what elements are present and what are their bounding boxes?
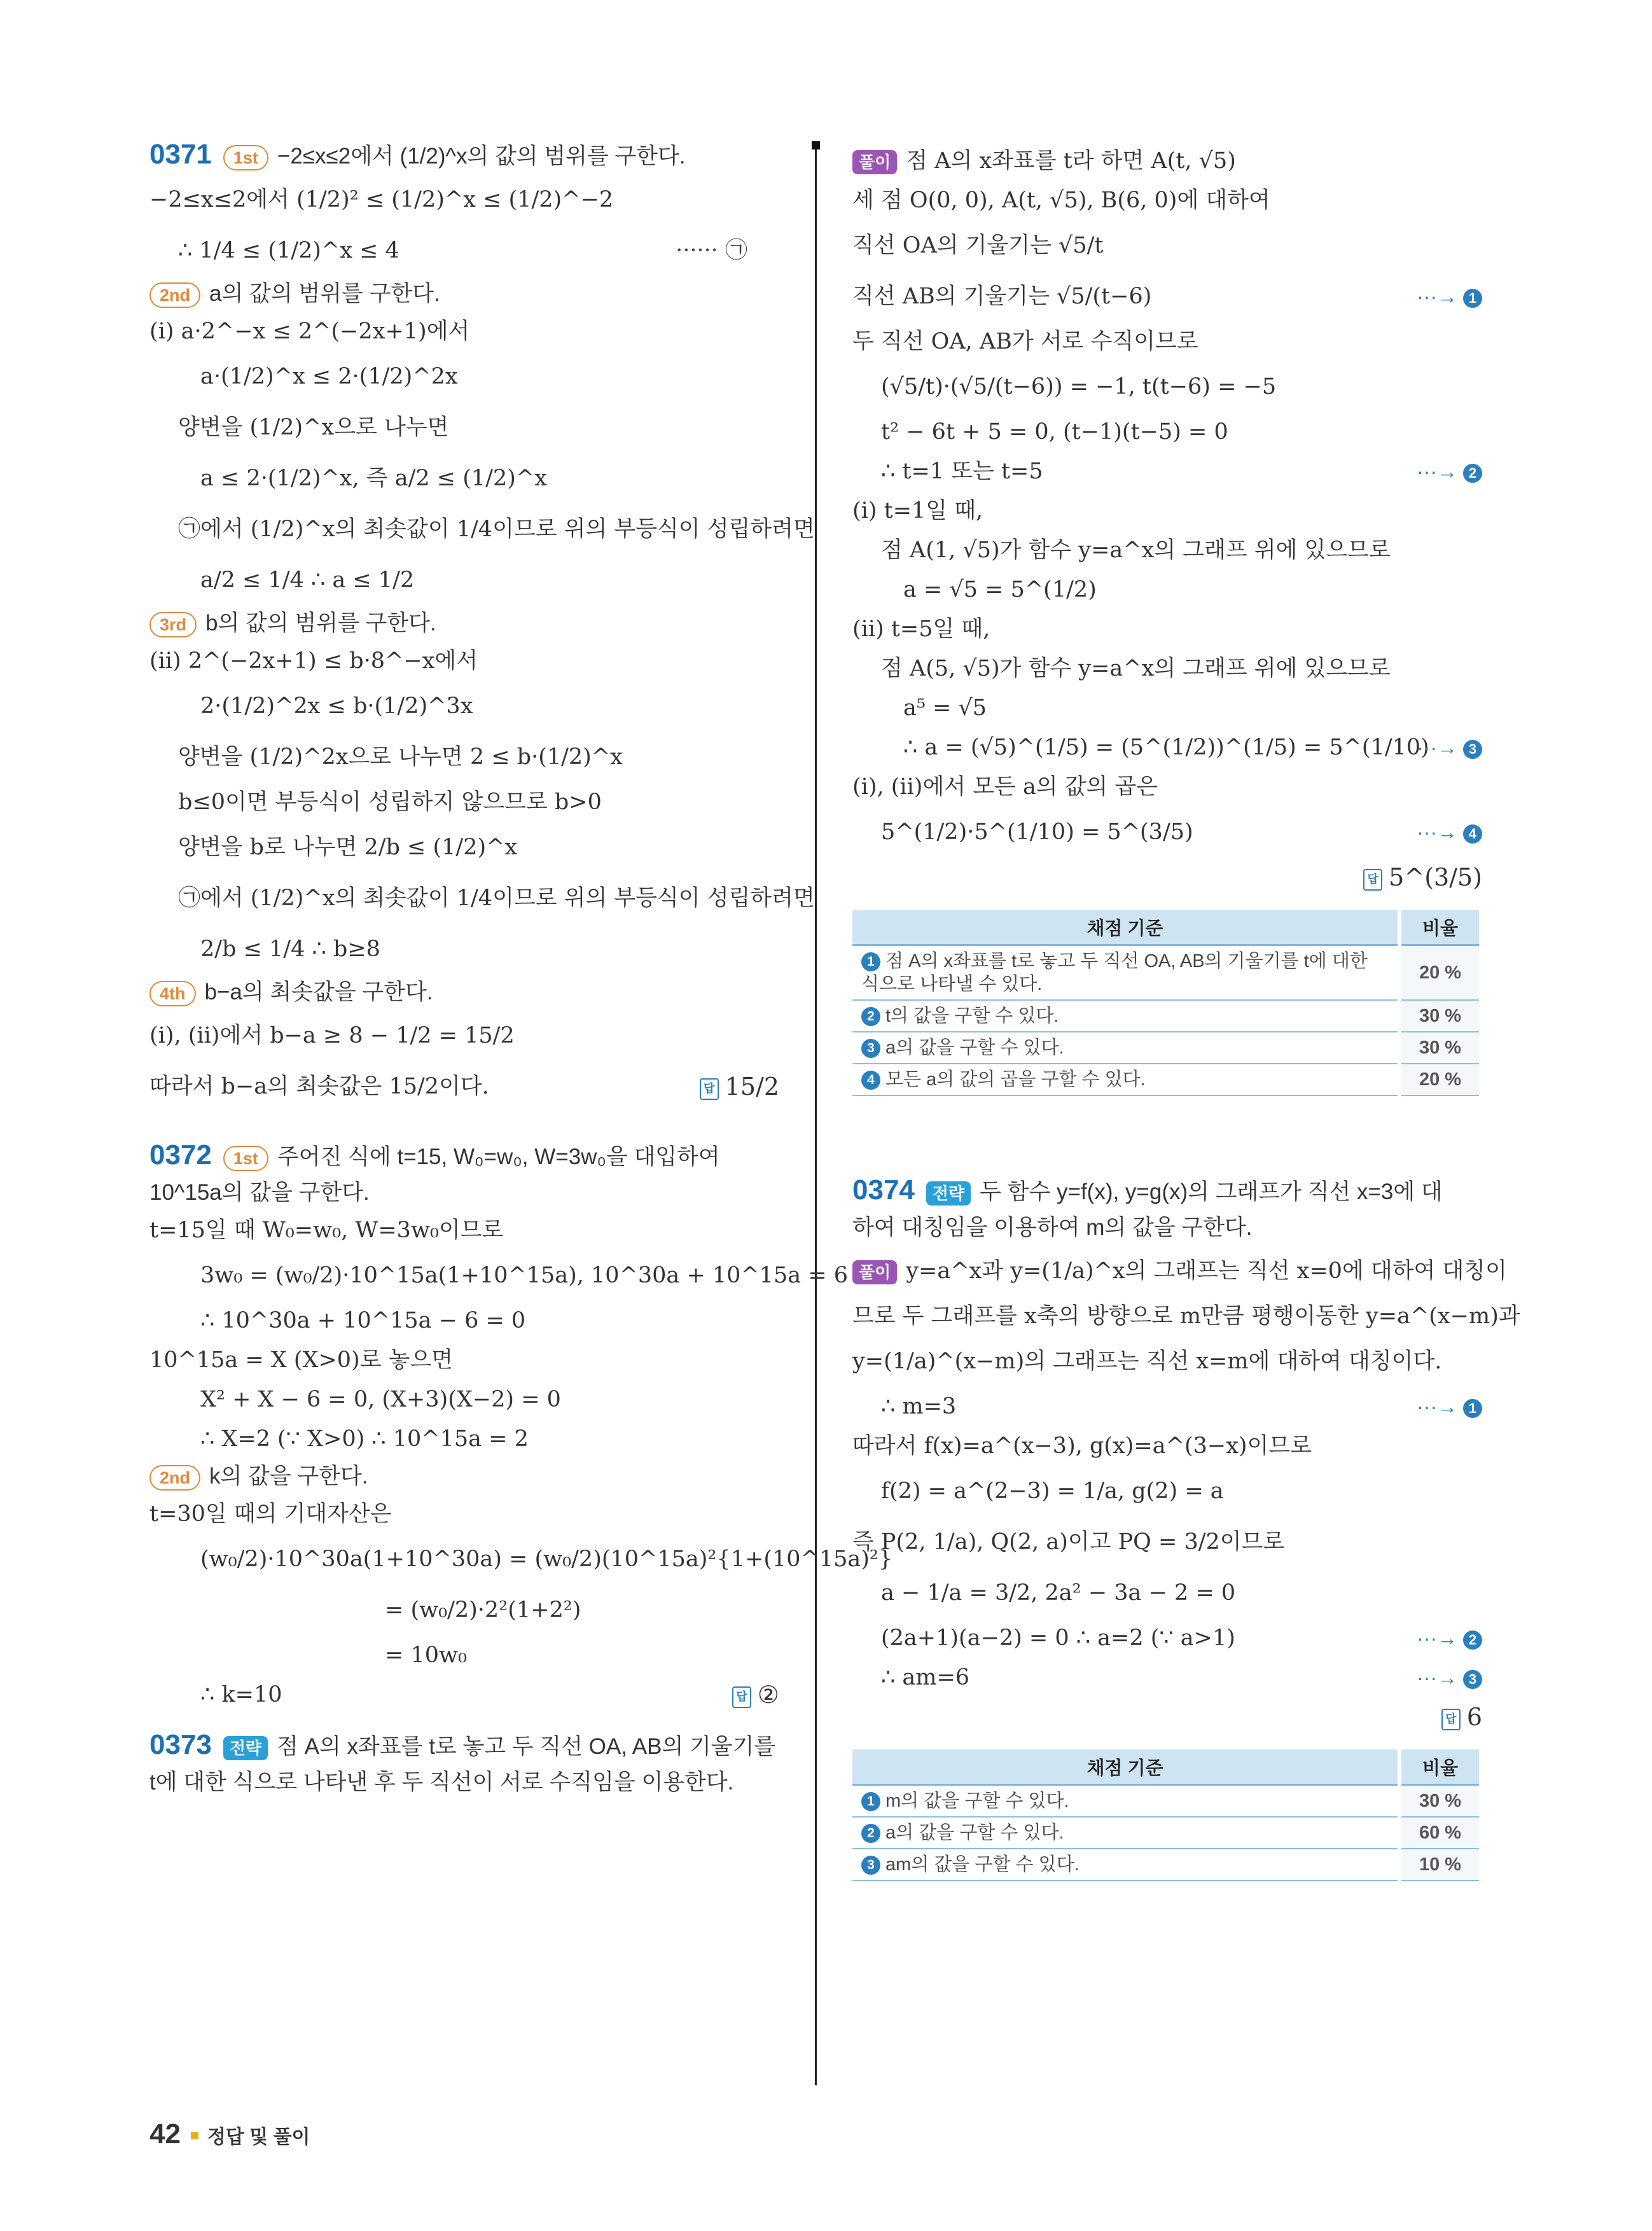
solution-line: a = √5 = 5^(1/2) (903, 577, 1097, 602)
step-header (149, 276, 779, 312)
table-row: 2 t의 값을 구할 수 있다. 30 % (852, 1000, 1479, 1032)
scoring-marker: ···→ 1 (1417, 1387, 1482, 1426)
solution-line: b≤0이면 부등식이 성립하지 않으므로 b>0 (178, 789, 602, 815)
table-row: 1 점 A의 x좌표를 t로 놓고 두 직선 OA, AB의 기울기를 t에 대한 식으로 나타낼 수 있다. 20 % (852, 945, 1479, 1001)
strategy-text: 점 A의 x좌표를 t로 놓고 두 직선 OA, AB의 기울기를 (277, 1734, 776, 1759)
solution-line: t=15일 때 W₀=w₀, W=3w₀이므로 (149, 1218, 504, 1243)
solution-text: ∴ am=6 (881, 1665, 970, 1690)
equation-label: ······ ㉠ (676, 238, 747, 263)
answer-value: 6 (1466, 1703, 1482, 1731)
criteria-text: 모든 a의 값의 곱을 구할 수 있다. (885, 1069, 1146, 1090)
answer-value: ② (757, 1681, 779, 1709)
ratio-value: 30 % (1399, 1000, 1479, 1032)
solution-tag: 풀이 (852, 1260, 897, 1284)
solution-line: = 10w₀ (385, 1643, 467, 1668)
solution-text: 점 A의 x좌표를 t라 하면 A(t, √5) (906, 148, 1236, 174)
solution-line (149, 225, 779, 276)
solution-line (149, 1061, 779, 1112)
ratio-header: 비율 (1399, 1749, 1479, 1785)
scoring-marker: ···→ 3 (1417, 728, 1482, 767)
page-footer (149, 2118, 310, 2150)
solution-line: t² − 6t + 5 = 0, (t−1)(t−5) = 0 (881, 419, 1228, 445)
solution-line: 따라서 f(x)=a^(x−3), g(x)=a^(3−x)이므로 (852, 1433, 1312, 1459)
ratio-value: 20 % (1399, 1064, 1479, 1095)
problem-number: 0372 (149, 1139, 212, 1171)
table-row: 4 모든 a의 값의 곱을 구할 수 있다. 20 % (852, 1064, 1479, 1095)
solution-line (149, 1675, 779, 1714)
solution-line: 직선 OA의 기울기는 √5/t (852, 233, 1104, 258)
criteria-text: m의 값을 구할 수 있다. (885, 1791, 1069, 1811)
solution-line (852, 807, 1482, 858)
criteria-text: t의 값을 구할 수 있다. (885, 1006, 1059, 1026)
step-badge: 1st (223, 145, 268, 170)
problem-number: 0374 (852, 1174, 915, 1206)
solution-line: −2≤x≤2에서 (1/2)² ≤ (1/2)^x ≤ (1/2)^−2 (149, 187, 614, 212)
solution-line (852, 1658, 1482, 1697)
solution-line: a/2 ≤ 1/4 ∴ a ≤ 1/2 (200, 567, 415, 593)
solution-text: ∴ 1/4 ≤ (1/2)^x ≤ 4 (178, 238, 399, 263)
ratio-value: 20 % (1399, 945, 1479, 1001)
solution-line: 10^15a = X (X>0)로 놓으면 (149, 1347, 454, 1373)
solution-line: (ⅰ) t=1일 때, (852, 498, 983, 524)
solution-line: 양변을 (1/2)^x으로 나누면 (178, 415, 449, 440)
scoring-marker: ···→ 2 (1417, 1618, 1482, 1658)
strategy-text-cont: t에 대한 식으로 나타낸 후 두 직선이 서로 수직임을 이용한다. (149, 1770, 734, 1795)
problem-0374-header (852, 1172, 1482, 1210)
step-header (149, 606, 779, 641)
solution-line (852, 1246, 1507, 1296)
scoring-marker: ···→ 4 (1417, 807, 1482, 858)
step-title: b의 값의 범위를 구한다. (205, 611, 436, 636)
step-badge: 1st (223, 1146, 268, 1171)
solution-line: ∴ X=2 (∵ X>0) ∴ 10^15a = 2 (200, 1426, 529, 1452)
scoring-marker: ···→ 2 (1417, 452, 1482, 491)
answer (700, 1061, 779, 1112)
solution-text: ∴ m=3 (881, 1394, 957, 1419)
solution-line: f(2) = a^(2−3) = 1/a, g(2) = a (881, 1478, 1224, 1504)
scoring-marker: ···→ 3 (1417, 1658, 1482, 1697)
step-title: 주어진 식에 t=15, W₀=w₀, W=3w₀을 대입하여 (277, 1144, 720, 1169)
ratio-value: 10 % (1399, 1849, 1479, 1880)
solution-line: ㉠에서 (1/2)^x의 최솟값이 1/4이므로 위의 부등식이 성립하려면 (178, 517, 815, 542)
step-header (149, 975, 779, 1010)
solution-line: a ≤ 2·(1/2)^x, 즉 a/2 ≤ (1/2)^x (200, 466, 547, 491)
step-badge: 2nd (149, 282, 200, 308)
answer-icon: 답 (732, 1686, 751, 1708)
solution-text: ∴ a = (√5)^(1/5) = (5^(1/2))^(1/5) = 5^(1/10) (903, 735, 1429, 760)
solution-line: a − 1/a = 3/2, 2a² − 3a − 2 = 0 (881, 1580, 1236, 1606)
problem-0372-header (149, 1137, 779, 1175)
divider-marker (812, 141, 820, 149)
footer-square-icon (191, 2132, 198, 2139)
solution-line (852, 452, 1482, 491)
strategy-text-cont: 하여 대칭임을 이용하여 m의 값을 구한다. (852, 1215, 1253, 1240)
solution-text: (2a+1)(a−2) = 0 ∴ a=2 (∵ a>1) (881, 1625, 1235, 1651)
ratio-header: 비율 (1399, 910, 1479, 945)
column-divider (815, 145, 817, 2085)
solution-line: = (w₀/2)·2²(1+2²) (385, 1597, 581, 1623)
table-row: 3 am의 값을 구할 수 있다. 10 % (852, 1849, 1479, 1880)
solution-tag: 풀이 (852, 150, 897, 174)
table-row: 2 a의 값을 구할 수 있다. 60 % (852, 1817, 1479, 1849)
footer-label: 정답 및 풀이 (207, 2127, 310, 2148)
table-row: 1 m의 값을 구할 수 있다. 30 % (852, 1785, 1479, 1817)
solution-line: t=30일 때의 기대자산은 (149, 1501, 392, 1527)
solution-text: 직선 AB의 기울기는 √5/(t−6) (852, 284, 1152, 309)
solution-line: (ⅱ) t=5일 때, (852, 616, 990, 642)
solution-line: 양변을 b로 나누면 2/b ≤ (1/2)^x (178, 835, 518, 860)
answer (1441, 1697, 1482, 1737)
criteria-header: 채점 기준 (852, 910, 1399, 945)
solution-line: 두 직선 OA, AB가 서로 수직이므로 (852, 329, 1198, 354)
criteria-header: 채점 기준 (852, 1749, 1399, 1785)
step-title: −2≤x≤2에서 (1/2)^x의 값의 범위를 구한다. (277, 144, 686, 169)
scoring-marker: ···→ 1 (1417, 271, 1482, 322)
scoring-table-0373 (852, 910, 1479, 1096)
answer (1363, 858, 1482, 897)
solution-line: a⁵ = √5 (903, 695, 987, 721)
answer-value: 5^(3/5) (1389, 863, 1482, 891)
solution-line (852, 141, 1482, 181)
step-badge: 3rd (149, 612, 197, 637)
solution-line: 점 A(5, √5)가 함수 y=a^x의 그래프 위에 있으므로 (881, 656, 1391, 681)
solution-line: 2·(1/2)^2x ≤ b·(1/2)^3x (200, 693, 473, 719)
solution-line: 세 점 O(0, 0), A(t, √5), B(6, 0)에 대하여 (852, 188, 1270, 213)
step-title: b−a의 최솟값을 구한다. (204, 980, 433, 1004)
problem-number: 0373 (149, 1729, 212, 1760)
criteria-text: 점 A의 x좌표를 t로 놓고 두 직선 OA, AB의 기울기를 t에 대한 식으로 나타낼 수 있다. (861, 951, 1368, 994)
answer-icon: 답 (1363, 869, 1382, 891)
solution-text: 5^(1/2)·5^(1/10) = 5^(3/5) (881, 819, 1193, 845)
solution-line: 3w₀ = (w₀/2)·10^15a(1+10^15a), 10^30a + 10^15a = 6 (200, 1263, 848, 1288)
answer-line (852, 1697, 1482, 1737)
solution-text: ∴ k=10 (200, 1682, 282, 1707)
solution-line: 므로 두 그래프를 x축의 방향으로 m만큼 평행이동한 y=a^(x−m)과 (852, 1303, 1520, 1329)
problem-0371-header (149, 137, 779, 174)
solution-line: ㉠에서 (1/2)^x의 최솟값이 1/4이므로 위의 부등식이 성립하려면 (178, 886, 815, 911)
step-badge: 2nd (149, 1465, 200, 1491)
ratio-value: 30 % (1399, 1032, 1479, 1064)
answer-icon: 답 (1441, 1709, 1461, 1730)
step-title-cont: 10^15a의 값을 구한다. (149, 1180, 370, 1205)
solution-text: y=a^x과 y=(1/a)^x의 그래프는 직선 x=0에 대하여 대칭이 (906, 1258, 1507, 1284)
solution-line: (√5/t)·(√5/(t−6)) = −1, t(t−6) = −5 (881, 374, 1277, 400)
solution-line: (w₀/2)·10^30a(1+10^30a) = (w₀/2)(10^15a)²{1+(10^15a)²} (200, 1546, 893, 1572)
strategy-tag: 전략 (223, 1736, 268, 1760)
step-header (149, 1459, 779, 1494)
ratio-value: 30 % (1399, 1785, 1479, 1817)
solution-line: X² + X − 6 = 0, (X+3)(X−2) = 0 (200, 1387, 561, 1412)
problem-number: 0371 (149, 139, 212, 170)
solution-line: a·(1/2)^x ≤ 2·(1/2)^2x (200, 364, 458, 389)
page-number: 42 (149, 2118, 181, 2150)
table-row: 3 a의 값을 구할 수 있다. 30 % (852, 1032, 1479, 1064)
solution-line: (ⅱ) 2^(−2x+1) ≤ b·8^−x에서 (149, 648, 478, 674)
criteria-text: am의 값을 구할 수 있다. (885, 1854, 1079, 1875)
strategy-tag: 전략 (926, 1181, 971, 1206)
right-column (852, 141, 1520, 1881)
solution-text: 따라서 b−a의 최솟값은 15/2이다. (149, 1074, 489, 1099)
solution-line: 2/b ≤ 1/4 ∴ b≥8 (200, 936, 380, 962)
solution-line (852, 1387, 1482, 1426)
solution-line: ∴ 10^30a + 10^15a − 6 = 0 (200, 1308, 526, 1333)
solution-line: 점 A(1, √5)가 함수 y=a^x의 그래프 위에 있으므로 (881, 538, 1391, 563)
solution-line (852, 728, 1482, 767)
solution-line: (ⅰ) a·2^−x ≤ 2^(−2x+1)에서 (149, 319, 470, 344)
criteria-text: a의 값을 구할 수 있다. (885, 1823, 1064, 1843)
answer (732, 1675, 779, 1714)
ratio-value: 60 % (1399, 1817, 1479, 1849)
strategy-text: 두 함수 y=f(x), y=g(x)의 그래프가 직선 x=3에 대 (980, 1179, 1443, 1204)
solution-line: (ⅰ), (ⅱ)에서 모든 a의 값의 곱은 (852, 774, 1158, 800)
step-title: k의 값을 구한다. (209, 1464, 368, 1489)
solution-line: y=(1/a)^(x−m)의 그래프는 직선 x=m에 대하여 대칭이다. (852, 1349, 1442, 1374)
solution-line (852, 1618, 1482, 1658)
solution-line: 즉 P(2, 1/a), Q(2, a)이고 PQ = 3/2이므로 (852, 1529, 1285, 1555)
step-badge: 4th (149, 981, 196, 1006)
solution-text: ∴ t=1 또는 t=5 (881, 459, 1043, 484)
solution-line: 양변을 (1/2)^2x으로 나누면 2 ≤ b·(1/2)^x (178, 744, 623, 770)
answer-line (852, 858, 1482, 897)
criteria-text: a의 값을 구할 수 있다. (885, 1038, 1064, 1058)
step-title: a의 값의 범위를 구한다. (209, 281, 440, 306)
answer-value: 15/2 (725, 1073, 779, 1101)
solution-line: (ⅰ), (ⅱ)에서 b−a ≥ 8 − 1/2 = 15/2 (149, 1023, 515, 1048)
scoring-table-0374 (852, 1749, 1479, 1881)
solution-line (852, 271, 1482, 322)
answer-icon: 답 (700, 1078, 719, 1100)
problem-0373-header (149, 1727, 779, 1765)
